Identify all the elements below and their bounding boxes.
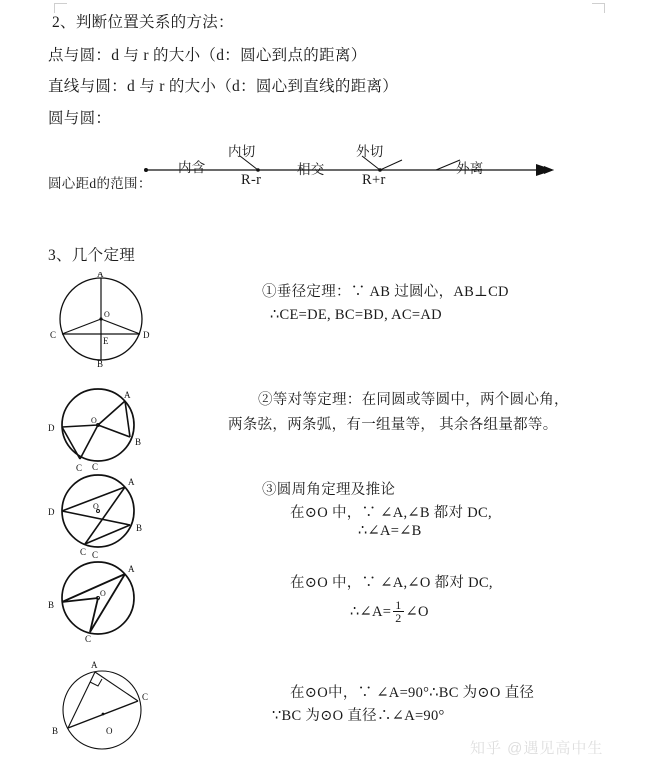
theorem2-line1: ②等对等定理：在同圆或等圆中，两个圆心角， [258, 392, 569, 408]
svg-text:B: B [97, 359, 104, 367]
numberline-upper-label-1: 外切 [356, 144, 384, 159]
theorem1-figure [44, 272, 159, 367]
svg-text:A: A [124, 390, 131, 400]
svg-text:O: O [93, 502, 99, 511]
theorem3-line1: ③圆周角定理及推论 [262, 482, 396, 498]
theorem3-figure [40, 463, 162, 555]
numberline-region-label-1: 相交 [297, 162, 325, 177]
svg-text:A: A [128, 477, 135, 487]
svg-text:A: A [128, 564, 135, 574]
svg-text:O: O [100, 589, 106, 598]
svg-text:B: B [52, 726, 59, 736]
svg-text:O: O [106, 726, 113, 736]
theorem3-line2: 在⊙O 中，∵ ∠A,∠B 都对 DC, [290, 505, 492, 521]
theorem3-line3: ∴∠A=∠B [358, 523, 422, 539]
theorem1-line2: ∴CE=DE, BC=BD, AC=AD [270, 307, 442, 323]
svg-text:B: B [136, 523, 143, 533]
theorem5-figure [40, 658, 170, 758]
circle-circle-line: 圆与圆： [48, 110, 112, 127]
line-circle-line: 直线与圆：d 与 r 的大小（d：圆心到直线的距离） [48, 78, 399, 95]
svg-text:C: C [92, 463, 99, 472]
numberline-region-label-0: 内含 [178, 160, 206, 175]
svg-text:O: O [91, 416, 97, 425]
svg-text:O: O [104, 310, 110, 319]
point-circle-line: 点与圆：d 与 r 的大小（d：圆心到点的距离） [48, 47, 367, 64]
svg-text:B: B [48, 600, 55, 610]
svg-text:A: A [91, 660, 98, 670]
theorem4-line2-prefix: ∴∠A= [350, 604, 392, 621]
theorem2-line2: 两条弦，两条弧，有一组量等， 其余各组量都等。 [228, 417, 558, 433]
fraction-denominator: 2 [395, 611, 402, 626]
theorem5-line1: 在⊙O中，∵ ∠A=90°∴BC 为⊙O 直径 [290, 685, 535, 701]
svg-text:D: D [48, 507, 55, 517]
theorem4-line2 [350, 600, 429, 625]
watermark: 知乎 @遇见高中生 [470, 740, 604, 757]
crop-mark-right [592, 3, 605, 13]
theorem4-line1: 在⊙O 中，∵ ∠A,∠O 都对 DC, [290, 575, 493, 591]
svg-text:C: C [85, 634, 92, 642]
section2-heading: 2、判断位置关系的方法： [52, 14, 234, 31]
numberline-region-label-2: 外离 [456, 161, 484, 176]
theorem4-line2-suffix: ∠O [405, 604, 429, 621]
svg-text:C: C [92, 550, 99, 560]
theorem1-line1: ①垂径定理：∵ AB 过圆心，AB⊥CD [262, 284, 509, 300]
svg-text:C: C [76, 463, 83, 471]
svg-text:C: C [80, 547, 87, 555]
theorem4-figure [40, 550, 162, 642]
numberline-tick-label-0: R-r [241, 172, 262, 188]
svg-text:D: D [143, 330, 150, 340]
numberline-axis-label: 圆心距d的范围： [48, 176, 152, 191]
one-half-fraction [393, 599, 403, 624]
svg-text:D: D [48, 423, 55, 433]
theorem2-figure [40, 383, 162, 471]
numberline-upper-label-0: 内切 [228, 144, 256, 159]
theorem5-line2: ∵BC 为⊙O 直径∴∠A=90° [272, 708, 445, 724]
svg-text:C: C [142, 692, 149, 702]
svg-text:B: B [135, 437, 142, 447]
svg-text:E: E [103, 336, 109, 346]
numberline-tick-label-1: R+r [362, 172, 386, 188]
svg-text:A: A [97, 272, 104, 279]
fraction-numerator: 1 [395, 598, 402, 612]
section3-heading: 3、几个定理 [48, 247, 136, 264]
svg-text:C: C [50, 330, 57, 340]
